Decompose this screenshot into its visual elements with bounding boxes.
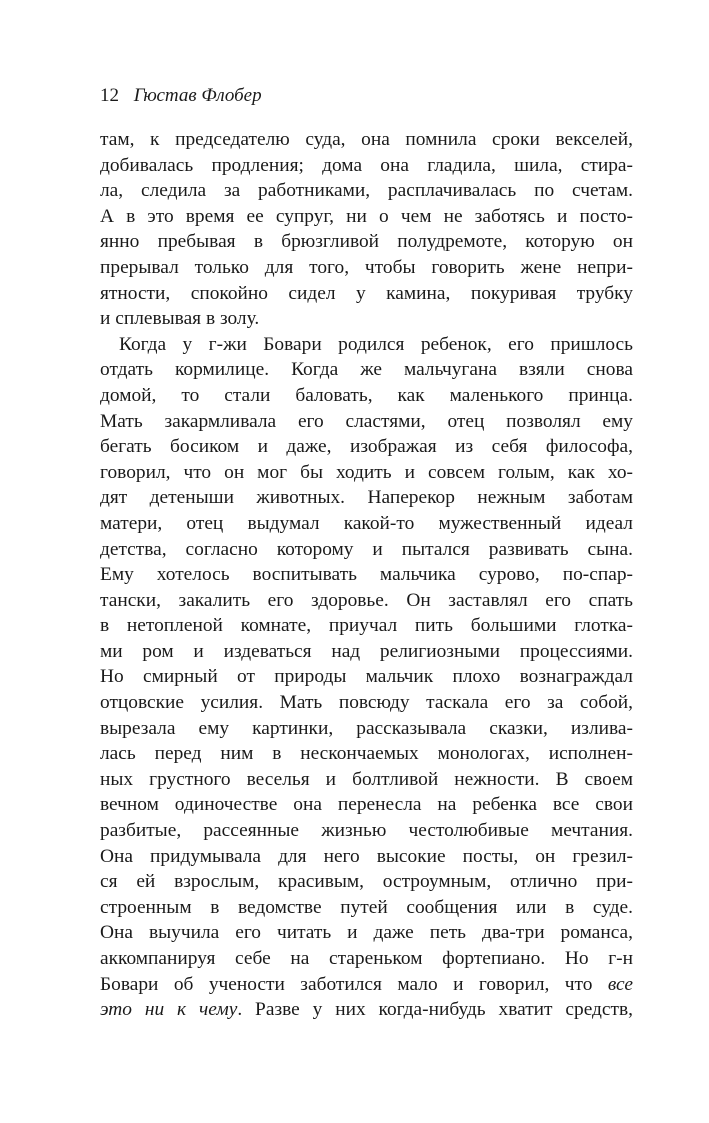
page-number: 12	[100, 85, 119, 106]
text-line: добивалась продления; дома она гладила, шила, стира-	[100, 154, 633, 176]
text-line: прерывал только для того, чтобы говорить жене непри-	[100, 256, 633, 278]
text-line: разбитые, рассеянные жизнью честолюбивые мечтания.	[100, 820, 633, 842]
text-line: янно пребывая в брюзгливой полудремоте, которую он	[100, 231, 633, 253]
text-line: матери, отец выдумал какой-то мужественный идеал	[100, 512, 633, 534]
text-line: говорил, что он мог бы ходить и совсем голым, как хо-	[100, 461, 633, 483]
text-line: Она придумывала для него высокие посты, он грезил-	[100, 845, 633, 867]
book-page	[100, 84, 633, 1023]
text-line: и сплевывая в золу.	[100, 308, 260, 330]
italic-phrase-1: все	[607, 973, 633, 995]
text-line: аккомпанируя себе на старeньком фортепиано. Но г-н	[100, 948, 633, 969]
text-line: вечном одиночестве она перенесла на ребенка все свои	[100, 794, 633, 816]
text-segment: . Разве у них когда-нибудь хватит средств,	[237, 999, 633, 1021]
text-line: отдать кормилице. Когда же мальчугана взяли снова	[100, 359, 633, 381]
text-line: ла, следила за работниками, расплачивалась по счетам.	[100, 180, 633, 202]
text-line: Но смирный от природы мальчик плохо вознаграждал	[100, 666, 633, 688]
italic-phrase-2: это ни к чему	[100, 999, 238, 1021]
text-segment: Бовари об учености заботился мало и говорил, что	[100, 973, 593, 995]
text-line: вырезала ему картинки, рассказывала сказки, излива-	[100, 717, 633, 739]
text-line: А в это время ее супруг, ни о чем не заботясь и посто-	[100, 205, 633, 227]
text-line: домой, то стали баловать, как маленького принца.	[100, 384, 633, 406]
text-line: там, к председателю суда, она помнила сроки векселей,	[100, 129, 633, 150]
text-line: строенным в ведомстве путей сообщения или в суде.	[100, 896, 633, 918]
text-line: ся ей взрослым, красивым, остроумным, отлично при-	[100, 871, 633, 893]
text-line-with-italic	[100, 972, 633, 998]
text-line: ных грустного веселья и болтливой нежности. В своем	[100, 768, 633, 790]
body-text	[100, 127, 633, 1023]
running-head	[100, 84, 633, 108]
text-line: Она выучила его читать и даже петь два-три романса,	[100, 922, 633, 944]
text-line: отцовские усилия. Мать повсюду таскала его за собой,	[100, 692, 633, 714]
text-line: тански, закалить его здоровье. Он заставлял его спать	[100, 589, 633, 611]
paragraph-start-line: Когда у г-жи Бовари родился ребенок, его пришлось	[119, 333, 633, 355]
text-line: ятности, спокойно сидел у камина, покуривая трубку	[100, 282, 633, 304]
text-line: ми ром и издеваться над религиозными процессиями.	[100, 640, 633, 662]
text-line: Мать закармливала его сластями, отец позволял ему	[100, 410, 633, 432]
text-line: лась перед ним в нескончаемых монологах, исполнен-	[100, 743, 633, 765]
text-line: детства, согласно которому и пытался развивать сына.	[100, 538, 633, 560]
text-line: бегать босиком и даже, изображая из себя философа,	[100, 436, 633, 458]
text-line: в нетопленой комнате, приучал пить большими глотка-	[100, 615, 633, 637]
author-name: Гюстав Флобер	[133, 85, 262, 106]
text-line: дят детеныши животных. Наперекор нежным заботам	[100, 487, 633, 509]
text-line-with-italic	[100, 997, 633, 1023]
text-line: Ему хотелось воспитывать мальчика сурово, по-спар-	[100, 564, 633, 586]
